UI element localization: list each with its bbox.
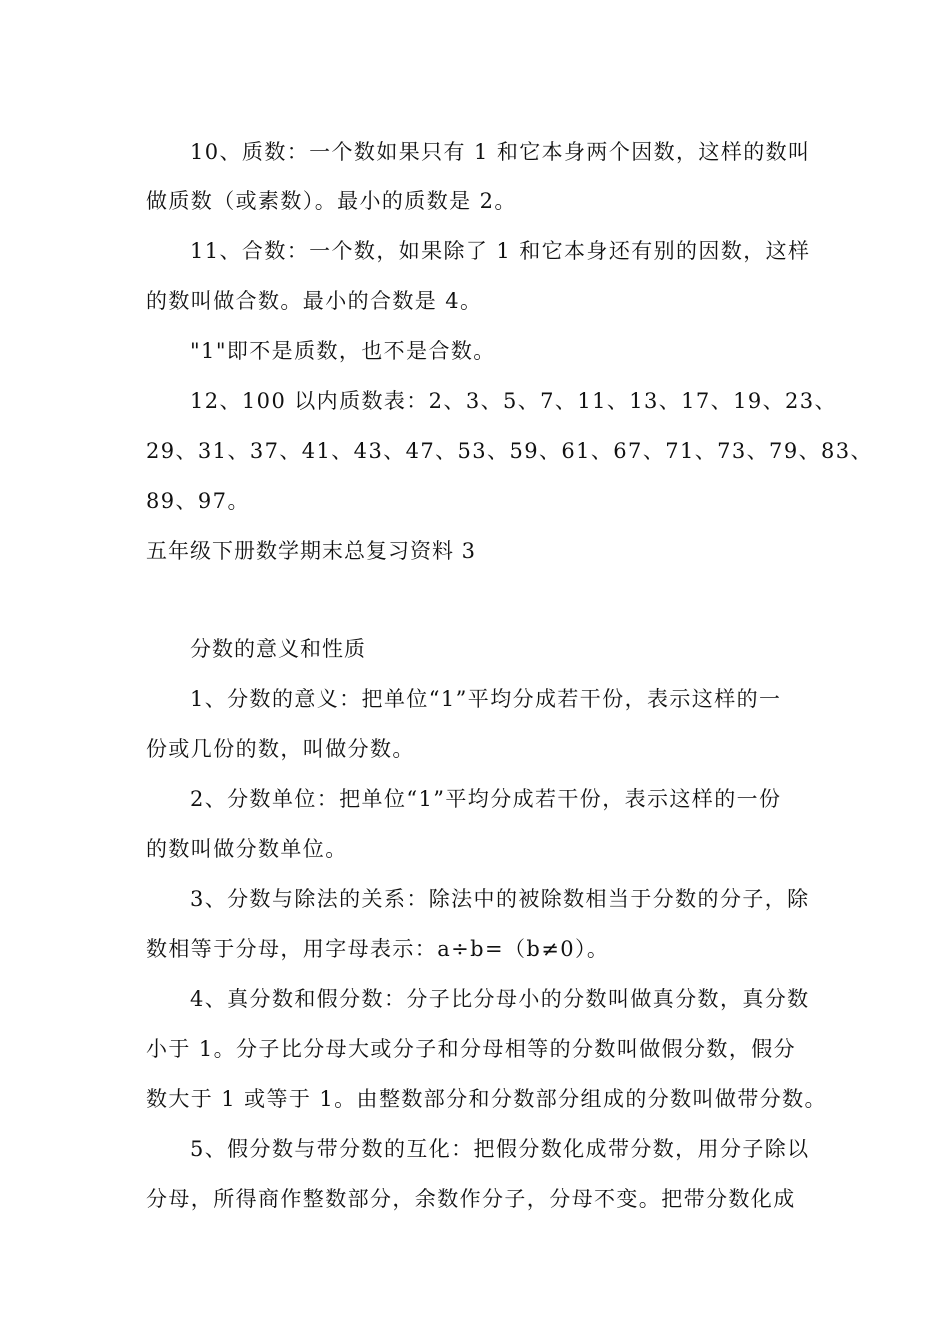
item-2-line-1: 2、分数单位：把单位“1”平均分成若干份，表示这样的一份 [190, 787, 782, 811]
item-5-line-2: 分母，所得商作整数部分，余数作分子，分母不变。把带分数化成 [146, 1187, 796, 1211]
paragraph-12-line-3: 89、97。 [146, 489, 250, 513]
item-3-line-1: 3、分数与除法的关系：除法中的被除数相当于分数的分子，除 [190, 887, 810, 911]
item-4-line-3: 数大于 1 或等于 1。由整数部分和分数部分组成的分数叫做带分数。 [146, 1087, 827, 1111]
paragraph-12-line-1: 12、100 以内质数表：2、3、5、7、11、13、17、19、23、 [190, 389, 837, 413]
paragraph-12-line-2: 29、31、37、41、43、47、53、59、61、67、71、73、79、83、 [146, 439, 873, 463]
item-3-line-2: 数相等于分母，用字母表示：a÷b=（b≠0）。 [146, 937, 610, 961]
note-line: "1"即不是质数，也不是合数。 [190, 339, 496, 363]
item-4-line-2: 小于 1。分子比分母大或分子和分母相等的分数叫做假分数，假分 [146, 1037, 797, 1061]
item-5-line-1: 5、假分数与带分数的互化：把假分数化成带分数，用分子除以 [190, 1137, 810, 1161]
item-4-line-1: 4、真分数和假分数：分子比分母小的分数叫做真分数，真分数 [190, 987, 810, 1011]
item-2-line-2: 的数叫做分数单位。 [146, 837, 348, 861]
item-1-line-2: 份或几份的数，叫做分数。 [146, 737, 415, 761]
paragraph-11-line-2: 的数叫做合数。最小的合数是 4。 [146, 289, 483, 313]
item-1-line-1: 1、分数的意义：把单位“1”平均分成若干份，表示这样的一 [190, 687, 782, 711]
paragraph-10-line-2: 做质数（或素数）。最小的质数是 2。 [146, 189, 517, 213]
paragraph-10-line-1: 10、质数：一个数如果只有 1 和它本身两个因数，这样的数叫 [190, 140, 811, 164]
section-heading: 分数的意义和性质 [190, 637, 366, 661]
paragraph-11-line-1: 11、合数：一个数，如果除了 1 和它本身还有别的因数，这样 [190, 239, 811, 263]
document-title: 五年级下册数学期末总复习资料 3 [146, 539, 477, 563]
